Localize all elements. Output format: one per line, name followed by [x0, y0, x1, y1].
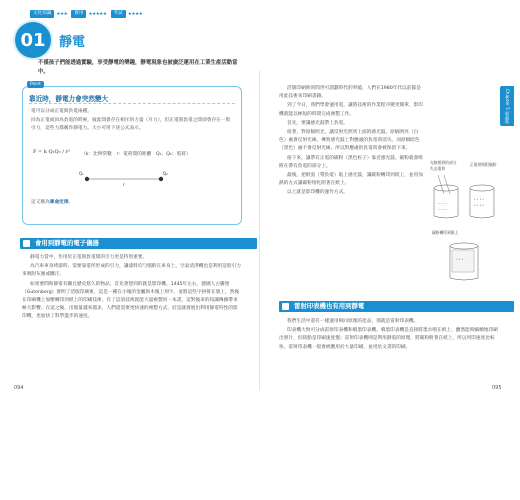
- charge-q2-dot: [159, 177, 163, 181]
- svg-text:− − −: − − −: [438, 207, 448, 211]
- charge-diagram: [79, 169, 169, 189]
- tag-label: 考試: [111, 10, 126, 18]
- footer-suffix: 。: [68, 200, 74, 205]
- star-rating: ★★★: [56, 11, 68, 17]
- section-header-left: 會用到靜電的電子儀器: [20, 238, 257, 249]
- chapter-title: 靜電: [59, 34, 86, 50]
- left-body: [22, 254, 242, 323]
- paragraph: 接下來，讓帶有正電的碳粉（黑色粒子）靠近感光鼓。碳粉就會吸附在帶有負電的部分上。: [279, 155, 423, 169]
- point-body: [31, 108, 233, 134]
- drum-drawings: [430, 160, 498, 295]
- paragraph: 如果要問和靜電有關且歷史悠久的物品，首先會想到的就是影印機。1445年左右，德國人古騰堡（Gutenberg）發明了活版印刷術，這是一種在小塊的金屬與木塊上刻字，並將這些字拼排在版上，然後在印刷機上加壓轉印到紙上的印刷技術。有了這項技術就能大量複製同一本書，這對後來的知識傳播帶來極大影響。在這之後，出版量越來越多，人們還需要更快速的複製方式，於是就發展出利用靜電特性的影印機，也加快了科學進步的速度。: [22, 281, 240, 320]
- tag-practical: [71, 10, 106, 18]
- chapter-intro: 不僅孩子們能透過實驗，享受靜電的樂趣，靜電現象也被廣泛運用在工業生產活動當中。: [38, 60, 238, 75]
- tag-label: 實用: [71, 10, 86, 18]
- right-bottom-body: [279, 318, 499, 353]
- tag-exam: [111, 10, 143, 18]
- footer-term: 庫侖定律: [49, 200, 69, 205]
- svg-text:• • • •: • • • •: [474, 203, 484, 207]
- svg-text:• • •: • • •: [456, 257, 464, 261]
- paragraph: 印表機大致可分成雷射印表機和噴墨印表機。噴墨印表機是直接將墨水噴在紙上，雖然能夠細緻地印刷出照片，但缺點是印刷速度慢；雷射印表機則是利用靜電的原理，將碳粉附著在紙上，所以列印速度比較快。雷射印表機一般會被應用於大量印刷，並用於文書的印刷。: [279, 328, 498, 350]
- section-header-right: 雷射印表機也有用到靜電: [279, 301, 514, 312]
- illus-label-bottom: 碳粉轉印到紙上: [432, 230, 459, 235]
- divider: [29, 103, 235, 104]
- svg-text:− − −: − − −: [438, 201, 448, 205]
- star-rating: ★★★★★: [88, 11, 107, 17]
- coulomb-formula: F = k Q₁Q₂ / r²: [33, 149, 70, 155]
- tag-culture: [30, 10, 67, 18]
- chapter-side-tab: Chapter 5 電氣篇: [500, 86, 514, 126]
- paragraph: 最後，把紙張（帶負電）貼上感光鼓，讓碳粉轉印到紙上，並用加熱的方式讓碳粉熔化附著在紙上。: [279, 173, 423, 187]
- paragraph: 以上就是影印機的運作方式。: [287, 190, 348, 196]
- footer-prefix: 這又稱為: [31, 200, 50, 205]
- point-footer: [31, 199, 73, 205]
- paragraph: 我們生活中還有一樣運用相同原理的產品，那就是雷射印表機。: [287, 319, 419, 324]
- page-number-left: 094: [14, 385, 24, 391]
- charge-q1-dot: [85, 177, 89, 181]
- paragraph: 接著，對原稿照光，讓反射光照到上面的感光鼓。原稿明亮（白色）處會反射光線，導致感光鼓上對應處的負電荷消失。而原稿暗色（黑色）處不會反射光線，所以對應處的負電荷會被保留下來。: [279, 130, 420, 152]
- paragraph: 為汽車車身烤漆時，需要靠電所形成的引力，讓漆料均勻噴附在車身上。空氣清淨機也是利用這股引力來吸附灰塵或髒汙。: [22, 264, 241, 278]
- paragraph: 靜電力當中，作用於正電與負電間的引力更是特別重要。: [30, 255, 148, 260]
- r-label: r: [123, 182, 125, 187]
- chapter-number: 01: [15, 22, 51, 58]
- book-spine: [259, 70, 260, 390]
- svg-text:• • • •: • • • •: [474, 197, 484, 201]
- paragraph: 活版印刷術的問世可謂劃時代的突破，人們在1980年代以前都是用此技術來印刷書籍。: [279, 86, 421, 100]
- copier-illustration: [430, 160, 498, 295]
- drum-3: [450, 243, 478, 280]
- tag-label: 文化知識: [30, 10, 54, 18]
- formula-note: （k：比例常數 r：電荷間的距離 Q₁、Q₂：電荷）: [81, 152, 191, 157]
- point-box: [22, 82, 242, 225]
- point-title: 靠近時，靜電力會突然變大: [29, 95, 109, 103]
- point-badge: Point: [27, 81, 44, 88]
- rating-tags: [30, 10, 142, 18]
- star-rating: ★★★★: [127, 11, 143, 17]
- q1-label: Q₁: [79, 171, 84, 176]
- illus-label-top-left: 光線照到的部分失去電荷: [430, 160, 457, 171]
- paragraph: 首先，要讓感光鼓帶上負電。: [287, 120, 348, 126]
- paragraph: 到了今日，我們學會運用電，讓將技術的作業程序變更簡單，影印機就能以極短的時間完成複製工作。: [279, 103, 423, 117]
- paragraph: 電可以分成正電與負電兩種。: [31, 109, 92, 114]
- drum-2: [470, 185, 494, 218]
- q2-label: Q₂: [163, 171, 168, 176]
- page-number-right: 095: [492, 385, 502, 391]
- right-top-body: [279, 85, 425, 199]
- drum-1: [434, 175, 458, 218]
- chapter-heading: [15, 22, 85, 58]
- paragraph: 同為正電或同為負電的時候，彼此間會存在相斥的力量（斥力），但正電與負電之間卻會存在一股引力，這些力都稱作靜電力。大小可用下述公式表示。: [31, 118, 231, 131]
- illus-label-top-right: 正電荷吸附碳粉: [470, 162, 497, 167]
